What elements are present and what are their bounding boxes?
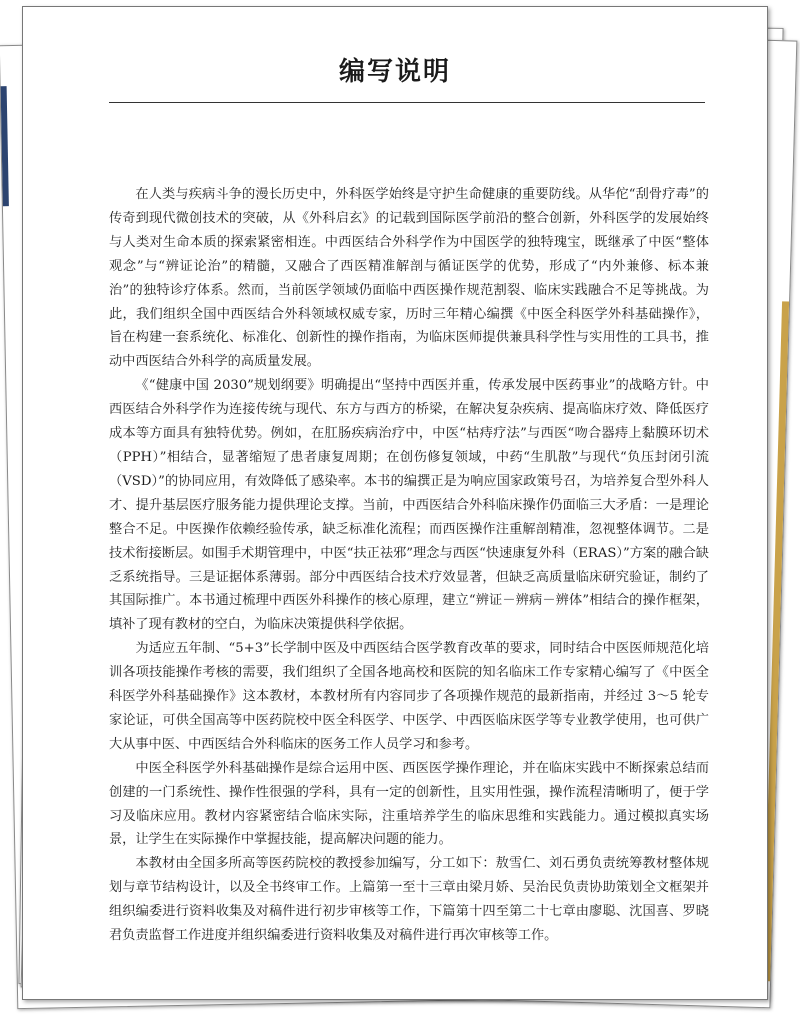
paragraph: 中医全科医学外科基础操作是综合运用中医、西医医学操作理论，并在临床实践中不断探索总结而创建的一门系统性、操作性很强的学科，具有一定的创新性，且实用性强，操作流程清晰明了，便于学习及临床应用。教材内容紧密结合临床实际，注重培养学生的临床思维和实践能力。通过模拟真实场景，让学生在实际操作中掌握技能，提高解决问题的能力。 xyxy=(109,760,709,848)
page-title: 编写说明 xyxy=(338,57,451,87)
document-body xyxy=(109,183,709,948)
document-page xyxy=(22,6,768,1000)
title-divider xyxy=(109,102,705,103)
paragraph: 在人类与疾病斗争的漫长历史中，外科医学始终是守护生命健康的重要防线。从华佗“刮骨疗毒”的传奇到现代微创技术的突破，从《外科启玄》的记载到国际医学前沿的整合创新，外科医学的发展始终与人类对生命本质的探索紧密相连。中西医结合外科学作为中国医学的独特瑰宝，既继承了中医“整体观念”与“辨证论治”的精髓，又融合了西医精准解剖与循证医学的优势，形成了“内外兼修、标本兼治”的独特诊疗体系。然而，当前医学领域仍面临中西医操作规范割裂、临床实践融合不足等挑战。为此，我们组织全国中西医结合外科领域权威专家，历时三年精心编撰《中医全科医学外科基础操作》，旨在构建一套系统化、标准化、创新性的操作指南，为临床医师提供兼具科学性与实用性的工具书，推动中西医结合外科学的高质量发展。 xyxy=(109,187,709,370)
paragraph: 为适应五年制、“5+3”长学制中医及中西医结合医学教育改革的要求，同时结合中医医师规范化培训各项技能操作考核的需要，我们组织了全国各地高校和医院的知名临床工作专家精心编写了《中医全科医学外科基础操作》这本教材，本教材所有内容同步了各项操作规范的最新指南，并经过 3～5 轮专家论证，可供全国高等中医药院校中医全科医学、中医学、中西医临床医学等专业教学使用，也可供广大从事中医、中西医结合外科临床的医务工作人员学习和参考。 xyxy=(109,641,709,752)
paragraph: 本教材由全国多所高等医药院校的教授参加编写，分工如下：敖雪仁、刘石勇负责统筹教材整体规划与章节结构设计，以及全书终审工作。上篇第一至十三章由梁月娇、吴治民负责协助策划全文框架并组织编委进行资料收集及对稿件进行初步审核等工作，下篇第十四至第二十七章由廖聪、沈国喜、罗晓君负责监督工作进度并组织编委进行资料收集及对稿件进行再次审核等工作。 xyxy=(109,856,709,944)
paragraph: 《“健康中国 2030”规划纲要》明确提出“坚持中西医并重，传承发展中医药事业”的战略方针。中西医结合外科学作为连接传统与现代、东方与西方的桥梁，在解决复杂疾病、提高临床疗效、降低医疗成本等方面具有独特优势。例如，在肛肠疾病治疗中，中医“枯痔疗法”与西医“吻合器痔上黏膜环切术（PPH）”相结合，显著缩短了患者康复周期；在创伤修复领域，中药“生肌散”与现代“负压封闭引流（VSD）”的协同应用，有效降低了感染率。本书的编撰正是为响应国家政策号召，为培养复合型外科人才、提升基层医疗服务能力提供理论支撑。当前，中西医结合外科临床操作仍面临三大矛盾：一是理论整合不足。中医操作依赖经验传承，缺乏标准化流程；而西医操作注重解剖精准，忽视整体调节。二是技术衔接断层。如围手术期管理中，中医“扶正祛邪”理念与西医“快速康复外科（ERAS）”方案的融合缺乏系统指导。三是证据体系薄弱。部分中西医结合技术疗效显著，但缺乏高质量临床研究验证，制约了其国际推广。本书通过梳理中西医外科操作的核心原理，建立“辨证－辨病－辨体”相结合的操作框架，填补了现有教材的空白，为临床决策提供科学依据。 xyxy=(109,378,709,633)
